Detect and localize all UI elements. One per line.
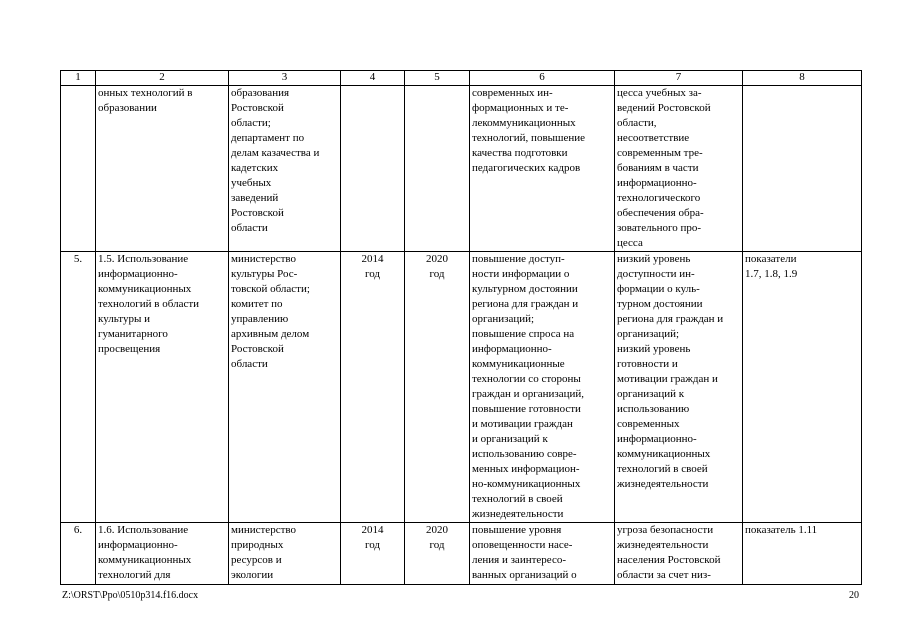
document-table (60, 70, 862, 585)
expected-result-cell: повышение уровня оповещенности насе- ления и заинтересо- ванных организаций о (470, 523, 615, 585)
row-number-cell (61, 86, 96, 252)
activity-name-cell: 1.6. Использование информационно- коммуникационных технологий для (96, 523, 229, 585)
start-year-cell (341, 86, 405, 252)
end-year-cell: 2020 год (405, 523, 470, 585)
responsible-executor-cell: министерство культуры Рос- товской области; комитет по управлению архивным делом Ростовской области (229, 252, 341, 523)
indicators-cell: показатели 1.7, 1.8, 1.9 (743, 252, 862, 523)
header-row (61, 71, 862, 86)
activity-name-cell: 1.5. Использование информационно- коммуникационных технологий в области культуры и гуманитарного просвещения (96, 252, 229, 523)
row-number-cell: 5. (61, 252, 96, 523)
header-cell-4: 4 (341, 71, 405, 86)
row-number-cell: 6. (61, 523, 96, 585)
header-cell-6: 6 (470, 71, 615, 86)
header-cell-7: 7 (615, 71, 743, 86)
end-year-cell: 2020 год (405, 252, 470, 523)
expected-result-cell: современных ин- формационных и те- лекоммуникационных технологий, повышение качества подготовки педагогических кадров (470, 86, 615, 252)
header-cell-3: 3 (229, 71, 341, 86)
header-cell-1: 1 (61, 71, 96, 86)
header-cell-8: 8 (743, 71, 862, 86)
table-row (61, 86, 862, 252)
footer-file-path: Z:\ORST\Ppo\0510p314.f16.docx (62, 590, 199, 601)
start-year-cell: 2014 год (341, 523, 405, 585)
expected-result-cell: повышение доступ- ности информации о культурном достоянии региона для граждан и организаций; повышение спроса на информационно- коммуникационные технологии со стороны граждан и организаций, повышение готовности и мотивации граждан и организаций к использованию совре- менных информацион- но-коммуникационных технологий в своей жизнедеятельности (470, 252, 615, 523)
table-row (61, 523, 862, 585)
end-year-cell (405, 86, 470, 252)
activity-name-cell: онных технологий в образовании (96, 86, 229, 252)
consequences-cell: низкий уровень доступности ин- формации о куль- турном достоянии региона для граждан и организаций; низкий уровень готовности и мотивации граждан и организаций к использованию современных информационно- коммуникационных технологий в своей жизнедеятельности (615, 252, 743, 523)
page-number: 20 (849, 590, 859, 601)
table-row (61, 252, 862, 523)
responsible-executor-cell: образования Ростовской области; департамент по делам казачества и кадетских учебных заведений Ростовской области (229, 86, 341, 252)
consequences-cell: угроза безопасности жизнедеятельности населения Ростовской области за счет низ- (615, 523, 743, 585)
consequences-cell: цесса учебных за- ведений Ростовской области, несоответствие современным тре- бованиям в части информационно- технологического обеспечения обра- зовательного про- цесса (615, 86, 743, 252)
indicators-cell: показатель 1.11 (743, 523, 862, 585)
start-year-cell: 2014 год (341, 252, 405, 523)
responsible-executor-cell: министерство природных ресурсов и экологии (229, 523, 341, 585)
indicators-cell (743, 86, 862, 252)
header-cell-2: 2 (96, 71, 229, 86)
header-cell-5: 5 (405, 71, 470, 86)
